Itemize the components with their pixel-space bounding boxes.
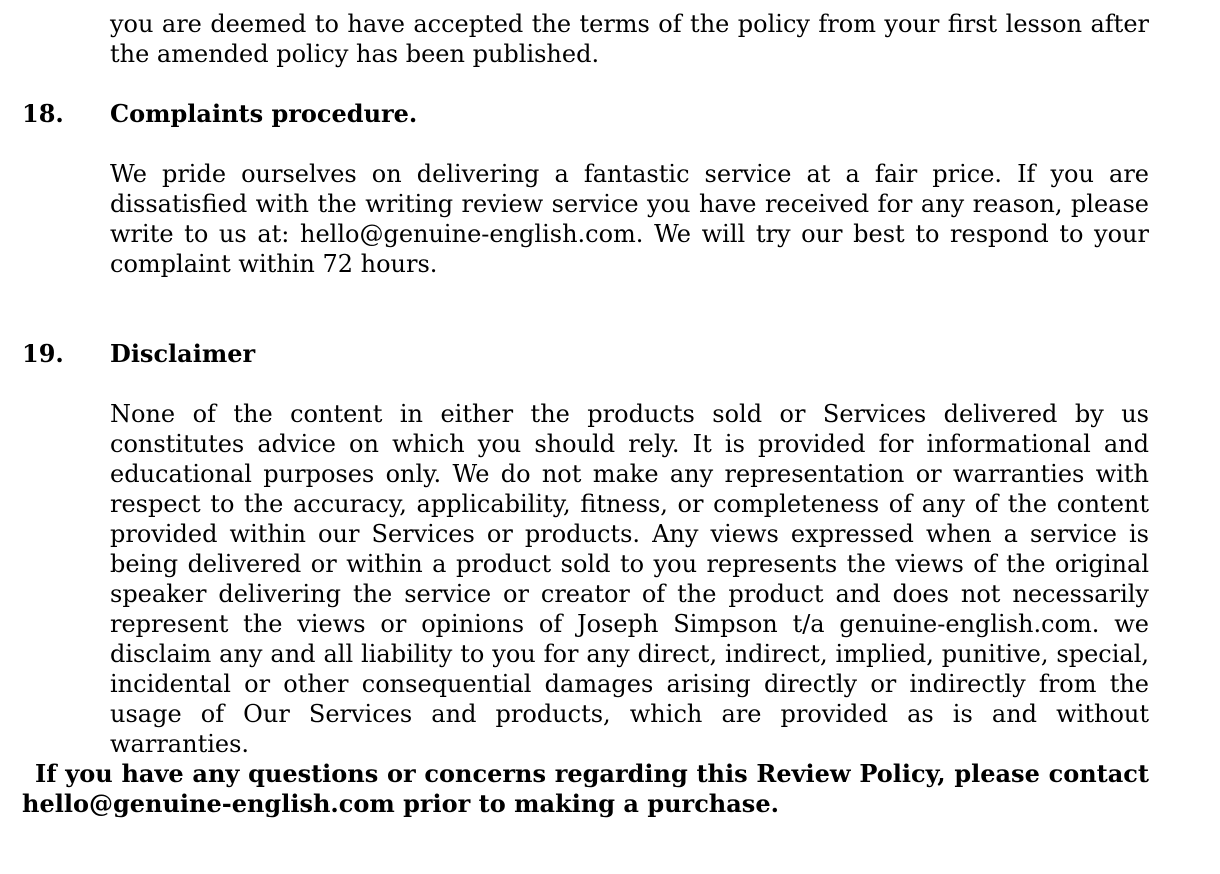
intro-paragraph-tail: you are deemed to have accepted the terms of the policy from your first lesson after the amended policy has been published. <box>110 10 1149 68</box>
section-body: We pride ourselves on delivering a fantastic service at a fair price. If you are dissatisfied with the writing review service you have received for any reason, please write to us at: hello@genuine-english.com. We will try our best to respond to your complaint within 72 hours. <box>110 160 1149 278</box>
closing-note: If you have any questions or concerns regarding this Review Policy, please contact hello@genuine-english.com prior to making a purchase. <box>22 759 1149 818</box>
section-number: 19. <box>22 339 64 368</box>
section-number: 18. <box>22 99 64 128</box>
section-title: Disclaimer <box>110 339 256 368</box>
section-body: None of the content in either the products sold or Services delivered by us constitutes advice on which you should rely. It is provided for informational and educational purposes only. We do not make any representation or warranties with respect to the accuracy, applicability, fitness, or completeness of any of the content provided within our Services or products. Any views expressed when a service is being delivered or within a product sold to you represents the views of the original speaker delivering the service or creator of the product and does not necessarily represent the views or opinions of Joseph Simpson t/a genuine-english.com. we disclaim any and all liability to you for any direct, indirect, implied, punitive, special, incidental or other consequential damages arising directly or indirectly from the usage of Our Services and products, which are provided as is and without warranties. <box>110 400 1149 758</box>
section-title: Complaints procedure. <box>110 99 418 128</box>
